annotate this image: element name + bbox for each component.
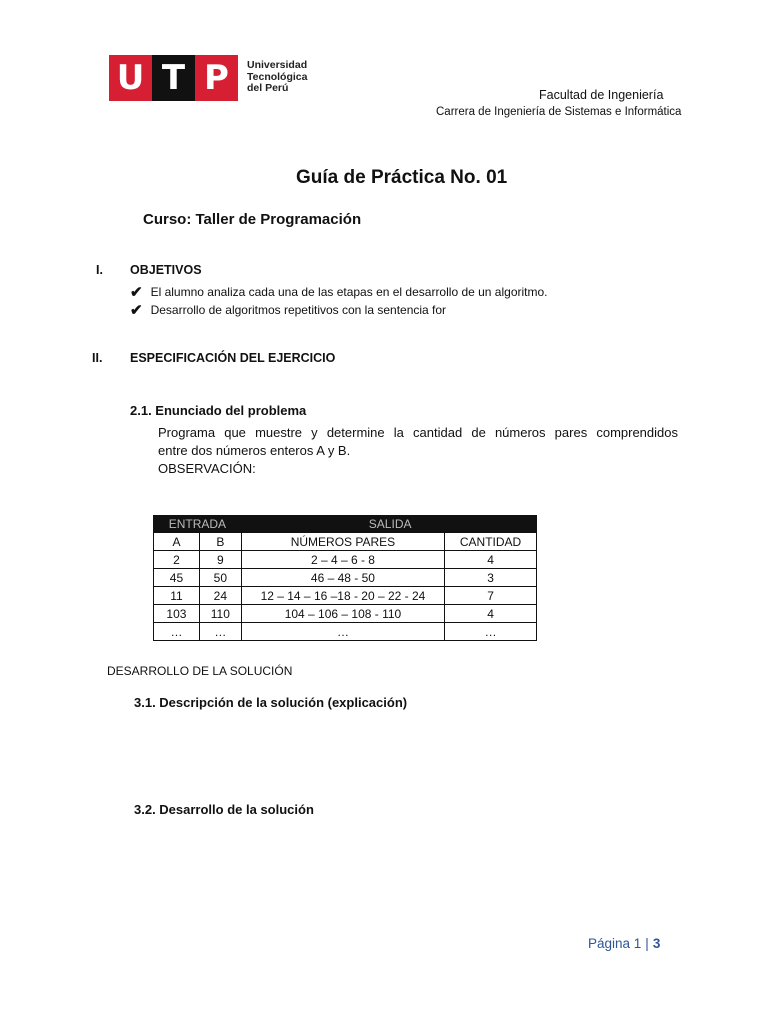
check-icon: ✔ — [130, 284, 143, 301]
solution-description-heading: 3.1. Descripción de la solución (explicación) — [134, 695, 408, 710]
table-cell: … — [154, 623, 200, 641]
page-total: 3 — [652, 936, 661, 951]
logo-text-line-1: Universidad — [247, 59, 308, 71]
problem-text-line-1: Programa que muestre y determine la cantidad de números pares comprendidos — [158, 425, 678, 440]
table-cell: 4 — [445, 605, 537, 623]
table-cell: 4 — [445, 551, 537, 569]
section-2-heading: ESPECIFICACIÓN DEL EJERCICIO — [130, 351, 336, 365]
section-1-heading: OBJETIVOS — [130, 263, 202, 277]
table-cell: 110 — [199, 605, 241, 623]
table-cell: 11 — [154, 587, 200, 605]
logo-text-line-2: Tecnológica — [247, 70, 308, 83]
logo-letter-u: U — [109, 55, 152, 101]
group-header-entrada: ENTRADA — [154, 516, 242, 533]
problem-text-line-2: entre dos números enteros A y B. — [158, 443, 351, 458]
section-1-number: I. — [96, 263, 103, 277]
column-header: A — [154, 533, 200, 551]
faculty-name: Facultad de Ingeniería — [539, 88, 664, 102]
table-group-header-row — [154, 516, 537, 533]
objective-item-1 — [130, 283, 548, 301]
table-cell: 12 – 14 – 16 –18 - 20 – 22 - 24 — [241, 587, 444, 605]
table-row — [154, 587, 537, 605]
solution-development-heading: 3.2. Desarrollo de la solución — [134, 802, 314, 817]
table-cell: … — [445, 623, 537, 641]
table-cell: 3 — [445, 569, 537, 587]
problem-statement — [158, 424, 678, 478]
logo-letter-t: T — [152, 55, 195, 101]
course-name: Curso: Taller de Programación — [143, 211, 362, 228]
column-header: B — [199, 533, 241, 551]
group-header-salida: SALIDA — [241, 516, 536, 533]
problem-statement-heading: 2.1. Enunciado del problema — [130, 403, 307, 418]
check-icon: ✔ — [130, 302, 143, 319]
table-row — [154, 623, 537, 641]
logo-letter-p: P — [195, 55, 238, 101]
table-cell: 24 — [199, 587, 241, 605]
table-row — [154, 569, 537, 587]
column-header: CANTIDAD — [445, 533, 537, 551]
table-row — [154, 551, 537, 569]
observation-label: OBSERVACIÓN: — [158, 461, 256, 476]
solution-heading: DESARROLLO DE LA SOLUCIÓN — [107, 664, 293, 678]
objective-item-2 — [130, 301, 446, 319]
table-cell: 2 — [154, 551, 200, 569]
table-cell: 103 — [154, 605, 200, 623]
career-name: Carrera de Ingeniería de Sistemas e Informática — [436, 106, 682, 118]
objective-text-2: Desarrollo de algoritmos repetitivos con la sentencia for — [150, 303, 447, 317]
table-column-header-row — [154, 533, 537, 551]
page-label: Página 1 — [588, 936, 642, 951]
example-table — [153, 515, 537, 641]
section-2-number: II. — [92, 351, 103, 365]
utp-logo — [109, 55, 238, 101]
logo-text — [247, 60, 307, 95]
document-title: Guía de Práctica No. 01 — [296, 167, 508, 188]
table-cell: … — [199, 623, 241, 641]
table-cell: 7 — [445, 587, 537, 605]
table-cell: 9 — [199, 551, 241, 569]
table-row — [154, 605, 537, 623]
table-cell: 46 – 48 - 50 — [241, 569, 444, 587]
table-cell: … — [241, 623, 444, 641]
table-cell: 104 – 106 – 108 - 110 — [241, 605, 444, 623]
objective-text-1: El alumno analiza cada una de las etapas en el desarrollo de un algoritmo. — [150, 285, 548, 299]
table-cell: 45 — [154, 569, 200, 587]
table-cell: 2 – 4 – 6 - 8 — [241, 551, 444, 569]
logo-text-line-3: del Perú — [247, 82, 289, 94]
page-number — [588, 936, 660, 951]
column-header: NÚMEROS PARES — [241, 533, 444, 551]
table-cell: 50 — [199, 569, 241, 587]
page-separator: | — [645, 936, 649, 951]
